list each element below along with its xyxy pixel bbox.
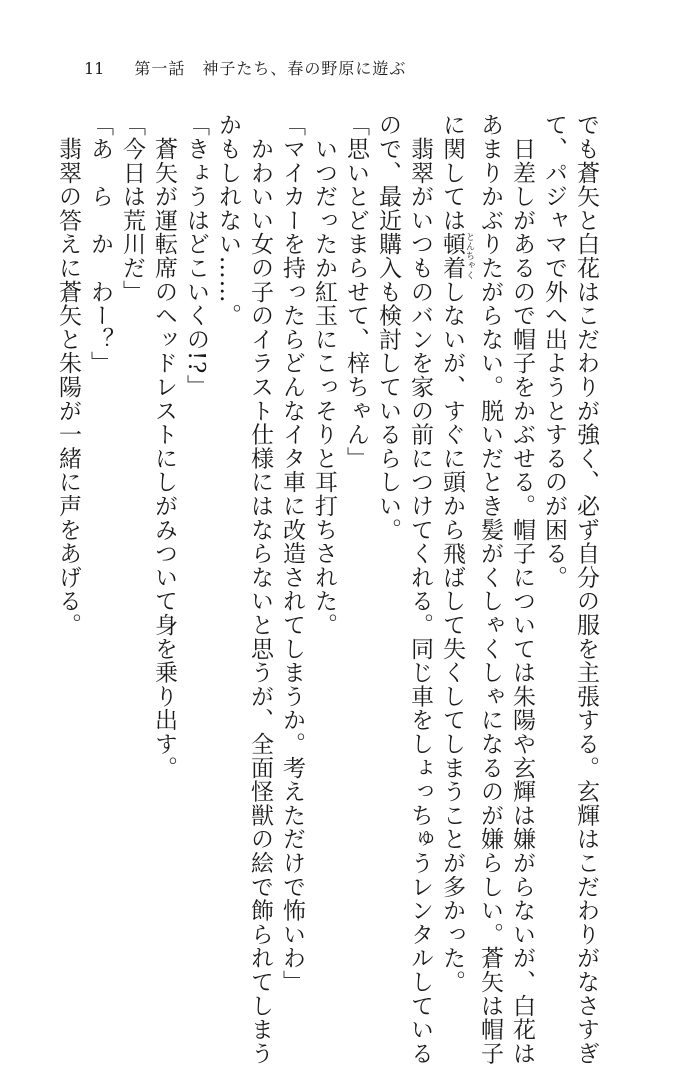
text-line-11: かわいい女の子のイラスト仕様にはならないと思うが、全面怪獣の絵で飾られてしまう	[247, 113, 273, 1065]
text-line-9: いつだったか紅玉にこっそりと耳打ちされた。	[311, 113, 337, 637]
text-line-3: 日差しがあるので帽子をかぶせる。帽子については朱陽や玄輝は嫌がらないが、白花は	[509, 113, 535, 1065]
text-line-16: 「あ ら か わー？」	[87, 113, 113, 375]
ruby-base: 頓着	[439, 232, 465, 280]
text-line-1: でも蒼矢と白花はこだわりが強く、必ず自分の服を主張する。玄輝はこだわりがなさすぎ	[573, 113, 599, 1065]
text-line-15: 「今日は荒川だ」	[119, 113, 145, 304]
ruby-line-after: しないが、すぐに頭から飛ばして失くしてしまうことが多かった。	[439, 279, 465, 994]
chapter-title: 第一話 神子たち、春の野原に遊ぶ	[134, 59, 407, 78]
text-line-8: 「思いとどまらせて、梓ちゃん」	[343, 113, 369, 470]
text-line-4: あまりかぶりたがらない。脱いだとき髪がくしゃくしゃになるのが嫌らしい。蒼矢は帽子	[477, 113, 503, 1065]
ruby-word	[439, 232, 474, 280]
text-line-7: ので、最近購入も検討しているらしい。	[375, 113, 401, 542]
text-line-5-ruby	[436, 113, 474, 993]
text-line-6: 翡翠がいつものバンを家の前につけてくれる。同じ車をしょっちゅうレンタルしている	[407, 113, 433, 1065]
text-line-12: かもしれない……。	[215, 113, 241, 328]
text-line-14: 蒼矢が運転席のヘッドレストにしがみついて身を乗り出す。	[151, 113, 177, 780]
page-header	[84, 58, 406, 80]
ruby-reading: とんちゃく	[464, 232, 474, 280]
text-line-10: 「マイカーを持ったらどんなイタ車に改造されてしまうか。考えただけで怖いわ」	[279, 113, 305, 994]
vertical-text-body	[52, 113, 602, 1065]
text-line-17: 翡翠の答えに蒼矢と朱陽が一緒に声をあげる。	[55, 113, 81, 637]
ruby-line-before: に関しては	[439, 113, 465, 232]
text-line-13: 「きょうはどこいくの!?」	[183, 113, 209, 398]
page-number: 11	[84, 59, 105, 78]
text-line-2: て、パジャマで外へ出ようとするのが困る。	[541, 113, 567, 589]
